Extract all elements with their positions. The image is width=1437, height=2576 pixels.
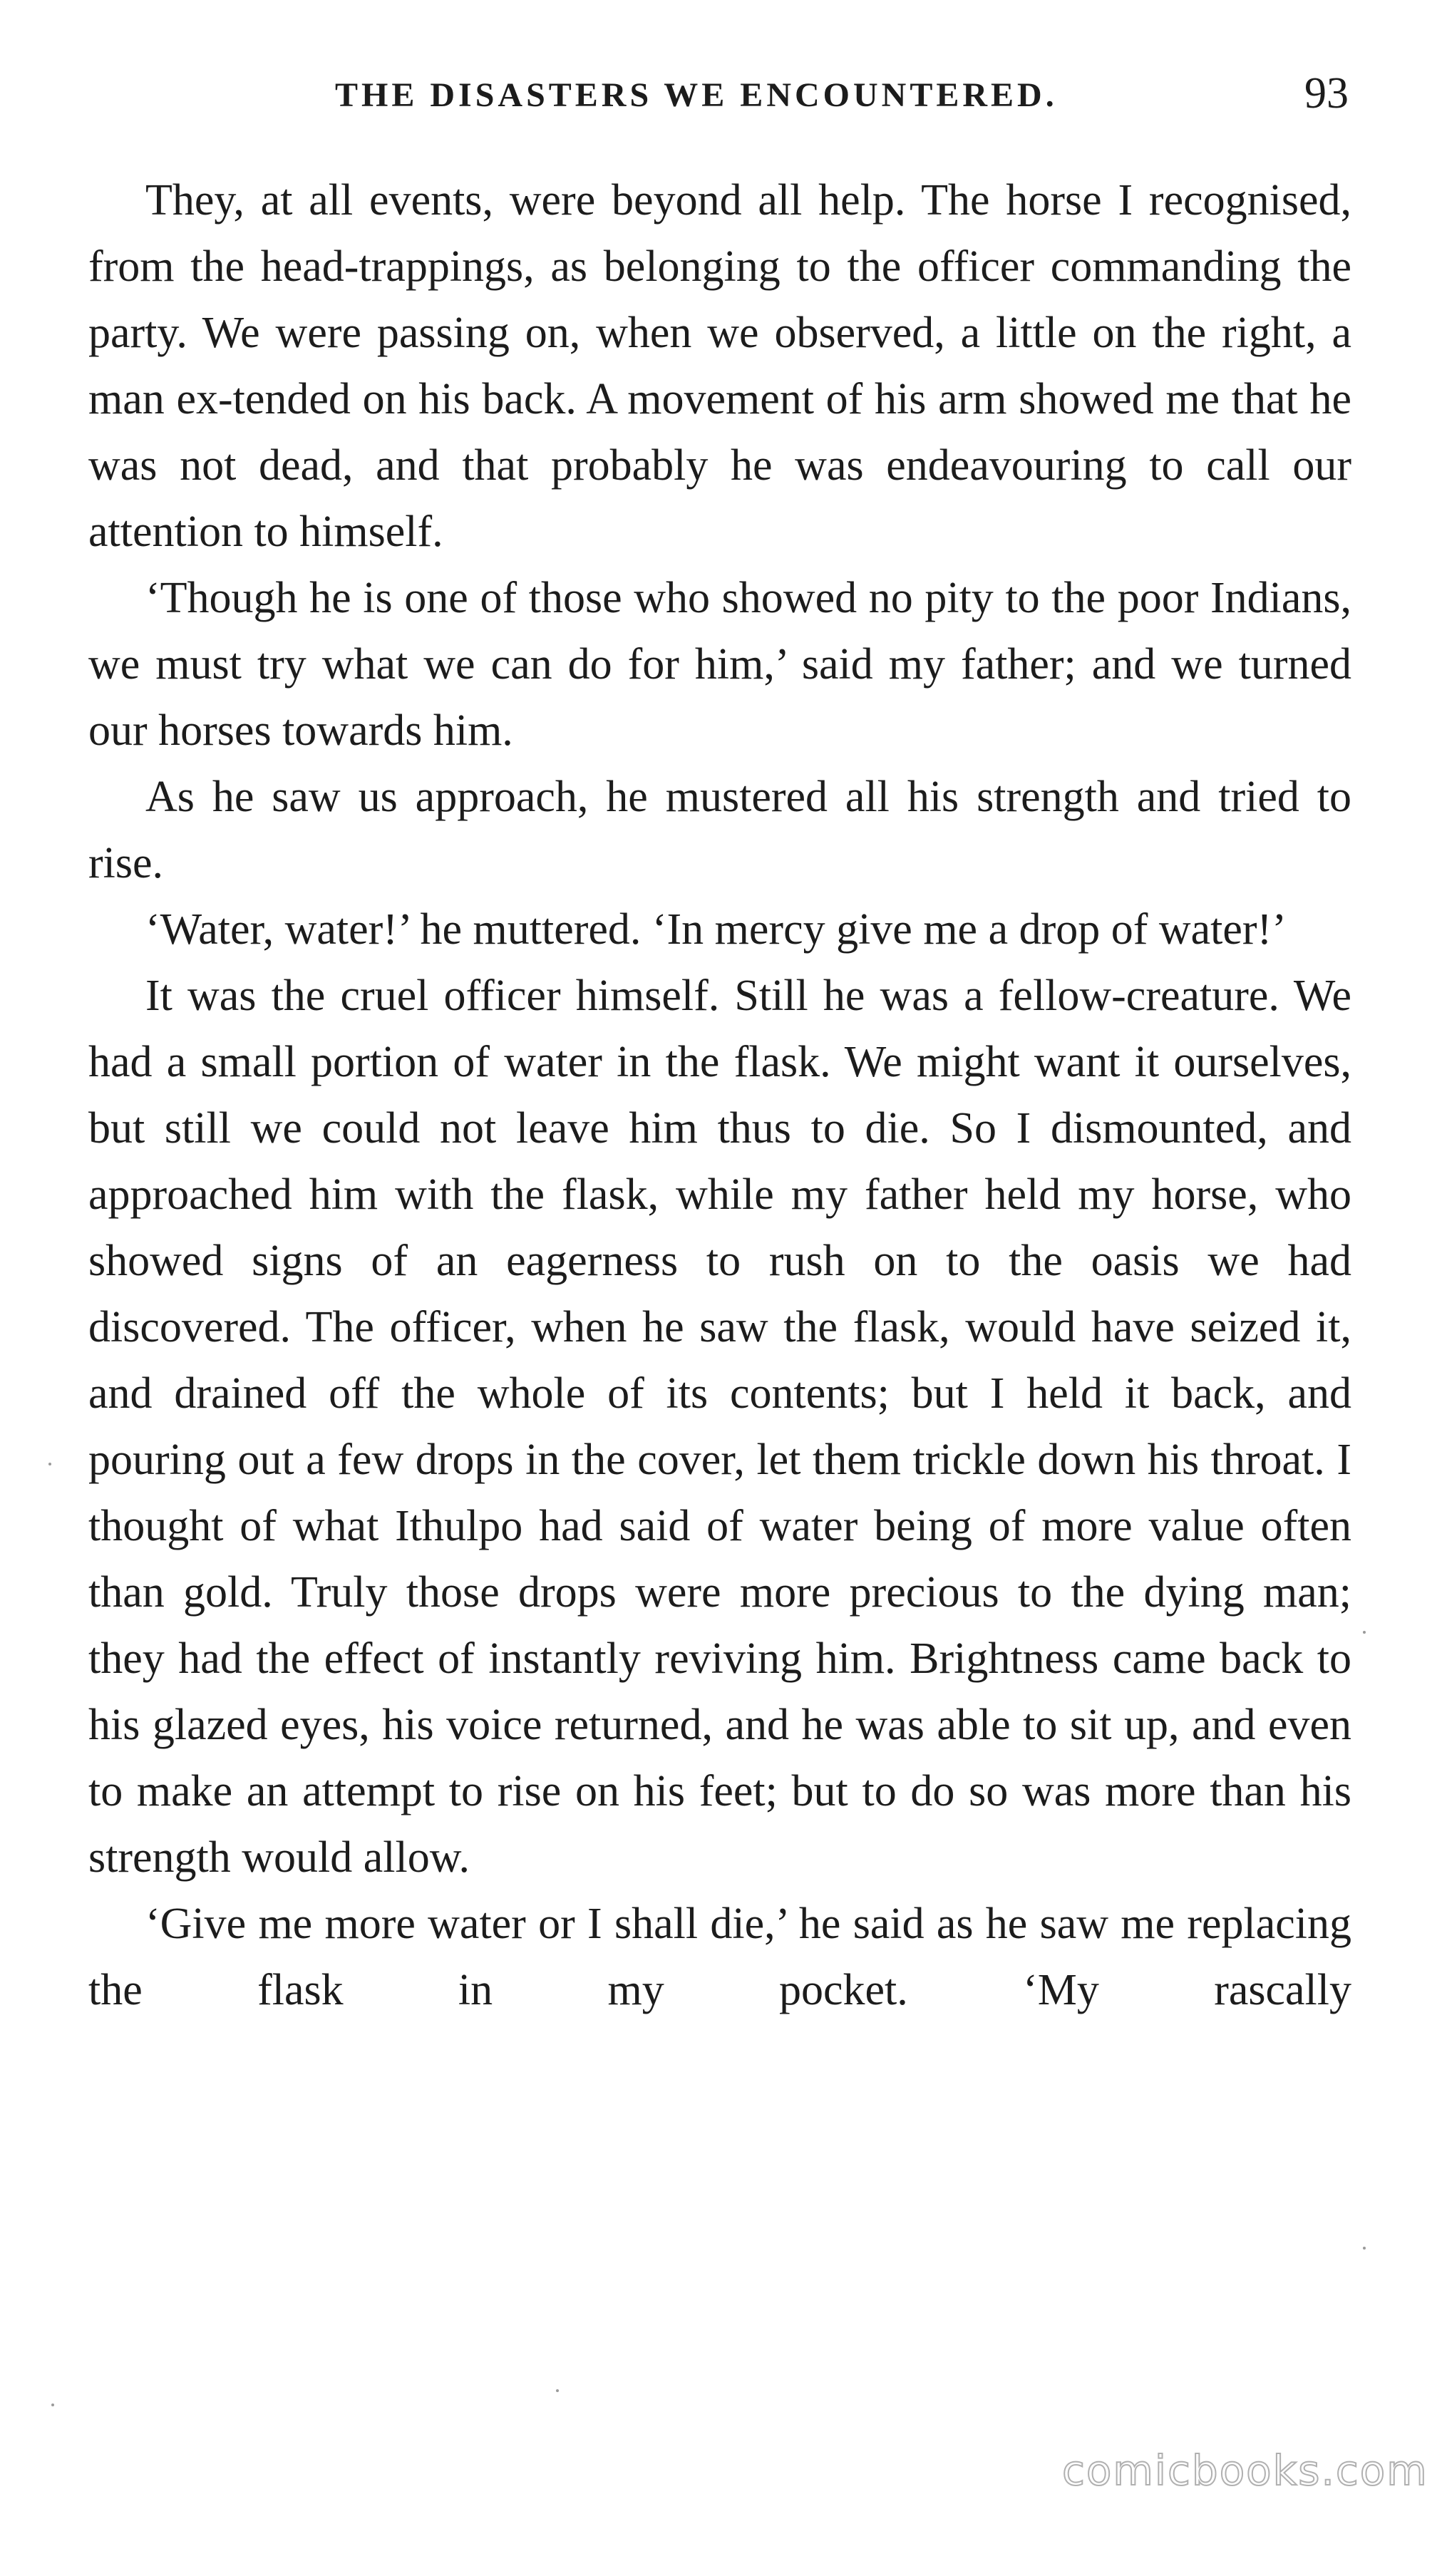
paper-speck: [1363, 2247, 1366, 2250]
watermark-logo: comicbooks.com: [1062, 2446, 1428, 2495]
body-text: [88, 168, 1351, 2024]
paragraph: ‘Water, water!’ he muttered. ‘In mercy give me a drop of water!’: [145, 905, 1287, 954]
page-number: 93: [1304, 69, 1349, 118]
paragraph: As he saw us approach, he mustered all his strength and tried to rise.: [88, 773, 1351, 887]
paragraph: ‘Give me more water or I shall die,’ he said as he saw me replacing the flask in my pocket. ‘My rascally: [88, 1900, 1351, 2014]
paper-speck: [1363, 1631, 1366, 1634]
page-header: [0, 68, 1437, 125]
paper-speck: [556, 2389, 559, 2392]
paper-speck: [51, 2404, 54, 2406]
running-head: THE DISASTERS WE ENCOUNTERED.: [335, 76, 1058, 114]
paper-speck: [48, 1463, 51, 1465]
paragraph: They, at all events, were beyond all help. The horse I recognised, from the head-trappings, as belonging to the officer commanding the party. We were passing on, when we observed, a little on the right, a man ex-tended on his back. A movement of his arm showed me that he was not dead, and that probably he was endeavouring to call our attention to himself.: [88, 176, 1351, 556]
paragraph: It was the cruel officer himself. Still he was a fellow-creature. We had a small portion of water in the flask. We might want it ourselves, but still we could not leave him thus to die. So I dismounted, and approached him with the flask, while my father held my horse, who showed signs of an eagerness to rush on to the oasis we had discovered. The officer, when he saw the flask, would have seized it, and drained off the whole of its contents; but I held it back, and pouring out a few drops in the cover, let them trickle down his throat. I thought of what Ithulpo had said of water being of more value often than gold. Truly those drops were more precious to the dying man; they had the effect of instantly reviving him. Brightness came back to his glazed eyes, his voice returned, and he was able to sit up, and even to make an attempt to rise on his feet; but to do so was more than his strength would allow.: [88, 972, 1351, 1882]
paragraph: ‘Though he is one of those who showed no pity to the poor Indians, we must try what we can do for him,’ said my father; and we turned our horses towards him.: [88, 574, 1351, 755]
